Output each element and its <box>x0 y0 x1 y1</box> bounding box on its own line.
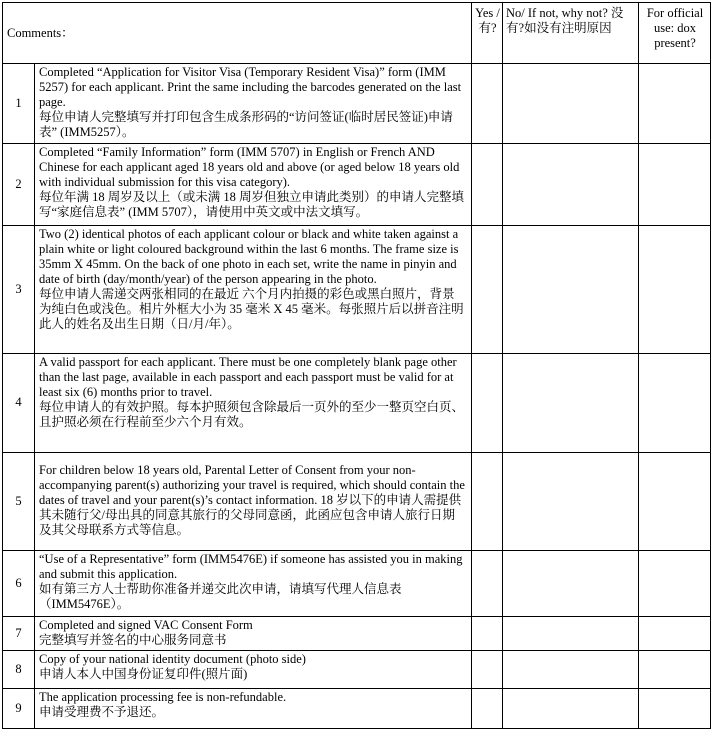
row-number: 8 <box>3 650 35 688</box>
no-reason-cell[interactable] <box>503 550 639 616</box>
no-reason-cell[interactable] <box>503 688 639 728</box>
table-row <box>3 650 711 688</box>
requirement-english: Copy of your national identity document (photo side) <box>39 651 306 666</box>
official-use-cell <box>639 354 711 452</box>
requirement-english: Completed and signed VAC Consent Form <box>39 617 253 632</box>
yes-cell[interactable] <box>472 226 503 354</box>
official-use-header: For official use: dox present? <box>639 3 711 64</box>
requirement-cell <box>35 550 472 616</box>
requirement-cell <box>35 64 472 144</box>
requirement-chinese: 每位申请人完整填写并打印包含生成条形码的“访问签证(临时居民签证)申请表” (IMM5257）。 <box>39 110 453 139</box>
row-number: 1 <box>3 64 35 144</box>
requirement-chinese: 每位申请人需递交两张相同的在最近 六个月内拍摄的彩色或黑白照片，背景为纯白色或浅色。相片外框大小为 35 毫米 X 45 毫米。每张照片后以拼音注明此人的姓名及出生日期（日/月/年）。 <box>39 287 464 332</box>
table-row <box>3 452 711 550</box>
row-number: 2 <box>3 144 35 226</box>
table-row <box>3 688 711 728</box>
table-row <box>3 144 711 226</box>
table-row <box>3 226 711 354</box>
official-use-cell <box>639 226 711 354</box>
requirement-english: “Use of a Representative” form (IMM5476E) if someone has assisted you in making and submit this application. <box>39 551 463 581</box>
yes-cell[interactable] <box>472 616 503 650</box>
official-use-cell <box>639 144 711 226</box>
yes-cell[interactable] <box>472 650 503 688</box>
row-number: 3 <box>3 226 35 354</box>
official-use-cell <box>639 650 711 688</box>
requirement-chinese: 申请人本人中国身份证复印件(照片面) <box>39 666 248 681</box>
requirement-chinese: 如有第三方人士帮助你准备并递交此次申请，请填写代理人信息表（IMM5476E）。 <box>39 581 402 611</box>
header-row <box>3 3 711 64</box>
requirement-english <box>39 463 467 538</box>
requirement-english: Completed “Family Information” form (IMM 5707) in English or French AND Chinese for each applicant aged 18 years old and above (or aged below 18 years old with individual submission for this visa category). <box>39 145 460 190</box>
yes-cell[interactable] <box>472 452 503 550</box>
requirement-chinese: 18 岁以下的申请人需提供其未随行父/母出具的同意其旅行的父母同意函，此函应包含申请人旅行日期及其父母联系方式等信息。 <box>39 493 462 538</box>
table-row <box>3 550 711 616</box>
row-number: 5 <box>3 452 35 550</box>
requirement-cell <box>35 688 472 728</box>
no-reason-cell[interactable] <box>503 144 639 226</box>
yes-header: Yes / 有? <box>472 3 503 64</box>
no-reason-cell[interactable] <box>503 616 639 650</box>
table-row <box>3 616 711 650</box>
no-reason-header: No/ If not, why not? 没有?如没有注明原因 <box>503 3 639 64</box>
row-number: 9 <box>3 688 35 728</box>
row-number: 7 <box>3 616 35 650</box>
requirement-cell <box>35 452 472 550</box>
official-use-cell <box>639 550 711 616</box>
comments-header: Comments： <box>3 3 472 64</box>
official-use-cell <box>639 616 711 650</box>
requirement-cell <box>35 616 472 650</box>
row-number: 4 <box>3 354 35 452</box>
no-reason-cell[interactable] <box>503 226 639 354</box>
yes-cell[interactable] <box>472 64 503 144</box>
official-use-cell <box>639 64 711 144</box>
table-row <box>3 354 711 452</box>
requirement-english-text: For children below 18 years old, Parental Letter of Consent from your non-accompanying parent(s) authorizing your travel is required, which should contain the dates of travel and your parent(s)’s contact information. <box>39 463 465 508</box>
yes-cell[interactable] <box>472 354 503 452</box>
row-number: 6 <box>3 550 35 616</box>
requirement-english: The application processing fee is non-refundable. <box>39 689 287 704</box>
requirement-chinese: 每位申请人的有效护照。每本护照须包含除最后一页外的至少一整页空白页、且护照必须在行程前至少六个月有效。 <box>39 400 465 430</box>
yes-cell[interactable] <box>472 688 503 728</box>
requirement-cell <box>35 226 472 354</box>
requirement-cell <box>35 144 472 226</box>
official-use-cell <box>639 452 711 550</box>
checklist-table <box>2 2 711 729</box>
requirement-english: Completed “Application for Visitor Visa (Temporary Resident Visa)” form (IMM 5257) for each applicant. Print the same including the barcodes generated on the last page. <box>39 65 462 109</box>
requirement-cell <box>35 650 472 688</box>
no-reason-cell[interactable] <box>503 64 639 144</box>
yes-cell[interactable] <box>472 144 503 226</box>
requirement-cell <box>35 354 472 452</box>
yes-cell[interactable] <box>472 550 503 616</box>
requirement-english: Two (2) identical photos of each applicant colour or black and white taken against a plain white or light coloured background within the last 6 months. The frame size is 35mm X 45mm. On the back of one photo in each set, write the name in pinyin and date of birth (day/month/year) of the person appearing in the photo. <box>39 227 459 287</box>
no-reason-cell[interactable] <box>503 452 639 550</box>
requirement-chinese: 申请受理费不予退还。 <box>39 704 165 719</box>
requirement-english: A valid passport for each applicant. There must be one completely blank page other than the last page, available in each passport and each passport must be valid for at least six (6) months prior to travel. <box>39 355 457 400</box>
requirement-chinese: 完整填写并签名的中心服务同意书 <box>39 632 227 647</box>
table-row <box>3 64 711 144</box>
official-use-cell <box>639 688 711 728</box>
no-reason-cell[interactable] <box>503 650 639 688</box>
no-reason-cell[interactable] <box>503 354 639 452</box>
requirement-chinese: 每位年满 18 周岁及以上（或未满 18 周岁但独立申请此类别）的申请人完整填写“家庭信息表” (IMM 5707），请使用中英文或中法文填写。 <box>39 190 465 220</box>
